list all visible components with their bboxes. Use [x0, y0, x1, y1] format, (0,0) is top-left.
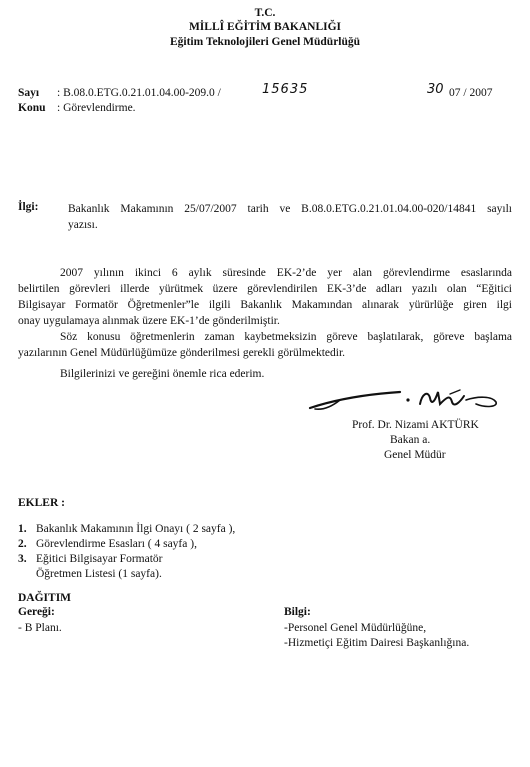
konu-label: Konu	[18, 102, 46, 114]
paragraph-line: Bilgisayar Formatör Öğretmenler”le ilgili Bakanlık Makamından alınarak yürürlüğe giren ilgi	[18, 299, 512, 311]
list-item	[18, 537, 235, 552]
geregi-item: - B Planı.	[18, 622, 62, 634]
konu-value: : Görevlendirme.	[57, 102, 136, 114]
signatory-position: Genel Müdür	[384, 449, 446, 461]
date-value: 07 / 2007	[449, 87, 493, 99]
list-item	[18, 552, 235, 567]
list-item	[18, 522, 235, 537]
paragraph-line: Söz konusu öğretmenlerin zaman kaybetmeksizin göreve başlatılarak, göreve başlama	[60, 331, 512, 343]
list-item-number: 2.	[18, 538, 27, 550]
body-paragraph	[18, 265, 512, 329]
closing-sentence: Bilgilerinizi ve gereğini önemle rica ederim.	[60, 368, 265, 380]
sayi-label: Sayı	[18, 87, 40, 99]
ilgi-line: Bakanlık Makamının 25/07/2007 tarih ve B.08.0.ETG.0.21.01.04.00-020/14841 sayılı	[68, 203, 512, 215]
dagitim-heading: DAĞITIM	[18, 592, 72, 604]
list-item-number: 3.	[18, 553, 27, 565]
directorate-name: Eğitim Teknolojileri Genel Müdürlüğü	[169, 36, 361, 48]
list-item-text: Bakanlık Makamının İlgi Onayı ( 2 sayfa ),	[36, 523, 236, 535]
paragraph-line: onay uygulamaya alınmak üzere EK-1’de gönderilmiştir.	[18, 315, 280, 327]
list-item-number: 1.	[18, 523, 27, 535]
paragraph-line: yazılarının Genel Müdürlüğümüze gönderilmesi gerekli görülmektedir.	[18, 347, 346, 359]
ilgi-label: İlgi:	[18, 201, 39, 213]
ilgi-line: yazısı.	[68, 219, 98, 231]
paragraph-line: belirtilen görevleri illerde yürütmek üzere görevlendirilen EK-3’de adları yazılı olan “Eğitici	[18, 283, 512, 295]
body-paragraph	[18, 329, 512, 361]
bilgi-item: -Hizmetiçi Eğitim Dairesi Başkanlığına.	[284, 637, 470, 649]
bilgi-label: Bilgi:	[284, 606, 311, 618]
sayi-handwritten-number: 15635	[262, 82, 309, 97]
list-item-text: Görevlendirme Esasları ( 4 sayfa ),	[36, 538, 197, 550]
geregi-label: Gereği:	[18, 606, 55, 618]
date-handwritten-day: 30	[427, 82, 444, 97]
signatory-title: Bakan a.	[390, 434, 431, 446]
paragraph-line: 2007 yılının ikinci 6 aylık süresinde EK-2’de yer alan görevlendirme esaslarında	[60, 267, 512, 279]
ministry-name: MİLLÎ EĞİTİM BAKANLIĞI	[188, 21, 342, 33]
ilgi-text	[68, 201, 512, 233]
list-item	[18, 567, 235, 582]
bilgi-item: -Personel Genel Müdürlüğüne,	[284, 622, 427, 634]
header-tc: T.C.	[254, 7, 276, 19]
ekler-heading: EKLER :	[18, 497, 65, 509]
list-item-text: Eğitici Bilgisayar Formatör	[36, 553, 163, 565]
ekler-list	[18, 522, 235, 582]
sayi-value: : B.08.0.ETG.0.21.01.04.00-209.0 /	[57, 87, 221, 99]
list-item-text: Öğretmen Listesi (1 sayfa).	[36, 568, 162, 580]
handwritten-signature	[300, 380, 510, 420]
signatory-name: Prof. Dr. Nizami AKTÜRK	[352, 419, 479, 431]
